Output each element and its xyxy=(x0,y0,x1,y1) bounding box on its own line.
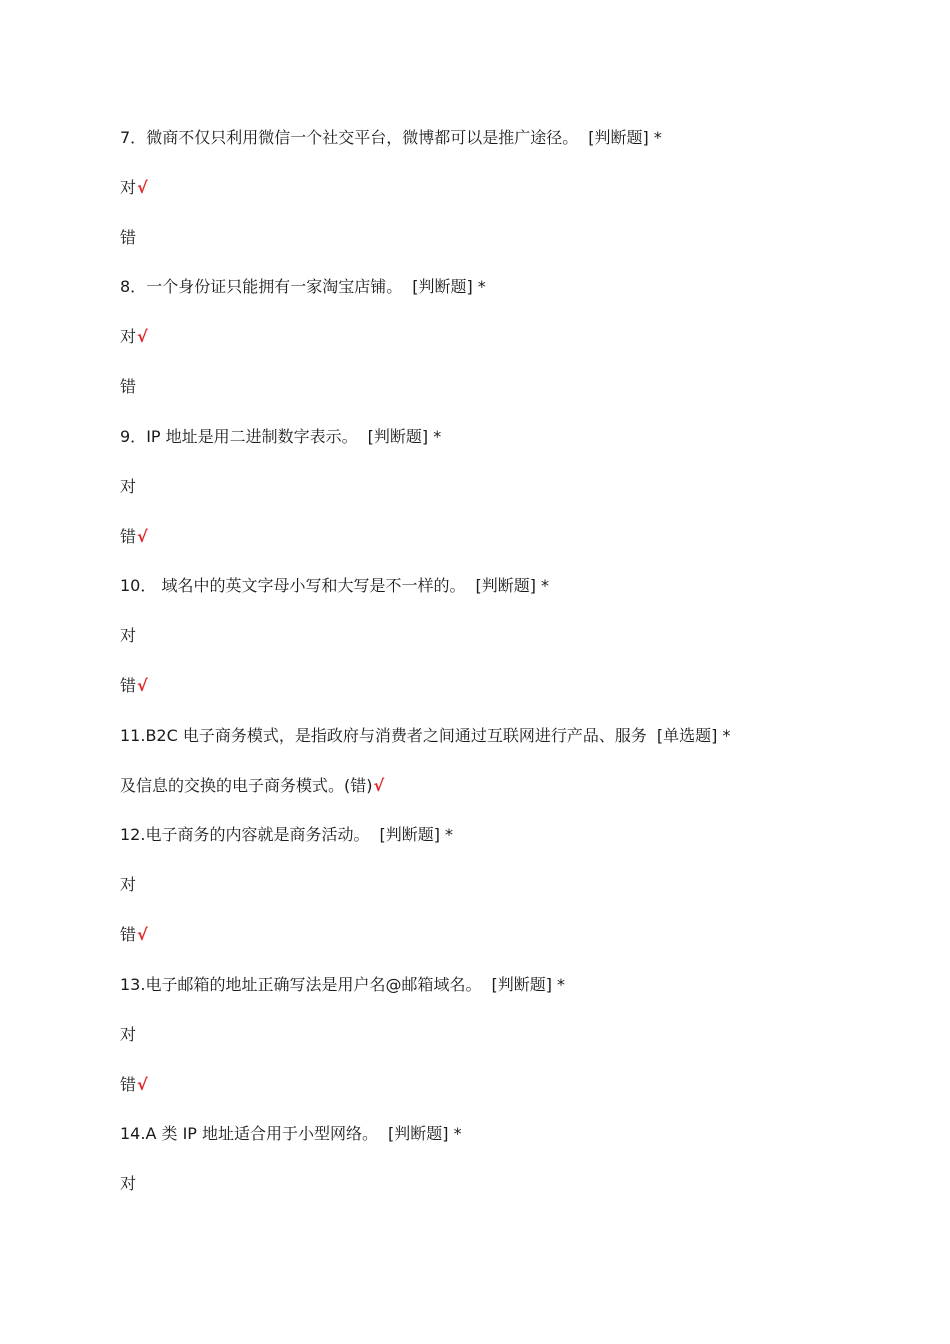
option-false[interactable] xyxy=(120,525,148,549)
option-false[interactable] xyxy=(120,1073,148,1097)
option-false[interactable] xyxy=(120,674,148,698)
question-type-tag: [判断题] * xyxy=(379,825,454,844)
question-11-continuation xyxy=(120,774,384,798)
question-7 xyxy=(120,126,662,150)
question-number: 7． xyxy=(120,128,147,147)
option-label: 错 xyxy=(120,925,137,944)
option-label: 对 xyxy=(120,1174,137,1193)
question-type-tag: [判断题] * xyxy=(588,128,662,147)
question-number: 12. xyxy=(120,825,146,844)
option-true[interactable] xyxy=(120,176,148,200)
question-number: 10． xyxy=(120,576,157,595)
question-type-tag: [判断题] * xyxy=(388,1124,462,1143)
check-mark-icon: √ xyxy=(137,327,148,346)
question-type-tag: [判断题] * xyxy=(475,576,550,595)
question-number: 8． xyxy=(120,277,147,296)
question-number: 11. xyxy=(120,726,146,745)
option-label: 错 xyxy=(120,676,137,695)
question-type-tag: [判断题] * xyxy=(367,427,442,446)
question-number: 14. xyxy=(120,1124,146,1143)
question-text: 电子商务的内容就是商务活动。 xyxy=(145,825,370,844)
option-label: 对 xyxy=(120,178,137,197)
question-type-tag: [判断题] * xyxy=(491,975,566,994)
option-false[interactable] xyxy=(120,375,137,399)
question-number: 13. xyxy=(120,975,146,994)
option-true[interactable] xyxy=(120,1023,137,1047)
check-mark-icon: √ xyxy=(137,178,148,197)
check-mark-icon: √ xyxy=(137,676,148,695)
question-number: 9． xyxy=(120,427,147,446)
check-mark-icon: √ xyxy=(137,925,148,944)
question-13 xyxy=(120,973,565,997)
question-type-tag: [单选题] * xyxy=(656,726,731,745)
option-true[interactable] xyxy=(120,475,137,499)
option-label: 错 xyxy=(120,377,137,396)
option-label: 错 xyxy=(120,527,137,546)
option-true[interactable] xyxy=(120,873,137,897)
question-text: IP 地址是用二进制数字表示。 xyxy=(146,427,358,446)
option-label: 对 xyxy=(120,1025,137,1044)
question-text: 电子邮箱的地址正确写法是用户名@邮箱域名。 xyxy=(145,975,482,994)
check-mark-icon: √ xyxy=(373,776,385,795)
option-true[interactable] xyxy=(120,1172,137,1196)
option-label: 对 xyxy=(120,626,137,645)
question-9 xyxy=(120,425,441,449)
question-12 xyxy=(120,823,453,847)
question-14 xyxy=(120,1122,462,1146)
question-11 xyxy=(120,724,730,748)
question-text: 域名中的英文字母小写和大写是不一样的。 xyxy=(156,576,466,595)
option-label: 对 xyxy=(120,875,137,894)
question-text: 微商不仅只利用微信一个社交平台，微博都可以是推广途径。 xyxy=(146,128,579,147)
check-mark-icon: √ xyxy=(137,1075,148,1094)
option-true[interactable] xyxy=(120,325,148,349)
option-label: 对 xyxy=(120,477,137,496)
option-false[interactable] xyxy=(120,923,148,947)
option-true[interactable] xyxy=(120,624,137,648)
option-label: 对 xyxy=(120,327,137,346)
question-type-tag: [判断题] * xyxy=(412,277,486,296)
continuation-text: 及信息的交换的电子商务模式。(错) xyxy=(120,776,373,795)
question-text: 一个身份证只能拥有一家淘宝店铺。 xyxy=(146,277,403,296)
option-label: 错 xyxy=(120,228,137,247)
question-text: A 类 IP 地址适合用于小型网络。 xyxy=(145,1124,379,1143)
question-text: B2C 电子商务模式，是指政府与消费者之间通过互联网进行产品、服务 xyxy=(145,726,647,745)
check-mark-icon: √ xyxy=(137,527,148,546)
question-10 xyxy=(120,574,549,598)
option-false[interactable] xyxy=(120,226,137,250)
option-label: 错 xyxy=(120,1075,137,1094)
question-8 xyxy=(120,275,486,299)
